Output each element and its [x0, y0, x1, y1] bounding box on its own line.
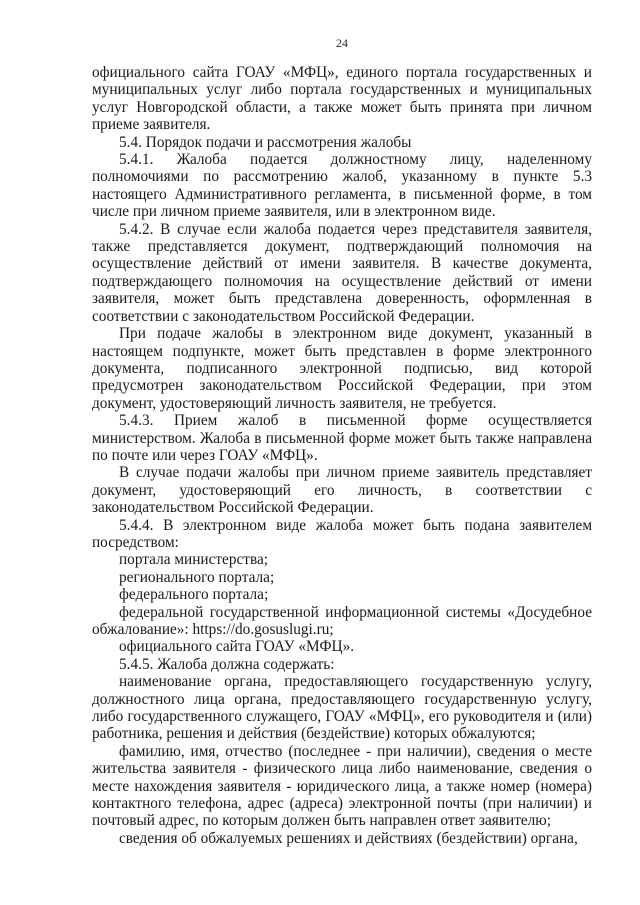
page-number: 24 — [336, 36, 348, 50]
paragraph-applicant-details: фамилию, имя, отчество (последнее - при наличии), сведения о месте жительства заявителя - физического лица либо наименование, сведения о месте нахождения заявителя - юридического лица, а также номер (номера) контактного телефона, адрес (адреса) электронной почты (при наличии) и почтовый адрес, по которым должен быть направлен ответ заявителю; — [92, 742, 592, 830]
paragraph-organ-name: наименование органа, предоставляющего государственную услугу, должностного лица органа, предоставляющего государственную услугу, либо государственного служащего, ГОАУ «МФЦ», его руководителя и (или) работника, решения и действия (бездействие) которых обжалуются; — [92, 673, 592, 743]
paragraph-5-4-4: 5.4.4. В электронном виде жалоба может быть подана заявителем посредством: — [92, 516, 592, 551]
paragraph-decisions-info: сведения об обжалуемых решениях и действиях (бездействии) органа, — [119, 829, 578, 847]
paragraph-electronic-submission: При подаче жалобы в электронном виде документ, указанный в настоящем подпункте, может быть представлен в форме электронного документа, подписанного электронной подписью, вид которой предусмотрен законодательством Российской Федерации, при этом документ, удостоверяющий личность заявителя, не требуется. — [92, 325, 592, 412]
paragraph-5-4-5: 5.4.5. Жалоба должна содержать: — [119, 655, 335, 673]
list-item-mfc-site: официального сайта ГОАУ «МФЦ». — [119, 638, 355, 656]
paragraph-5-4-2: 5.4.2. В случае если жалоба подается через представителя заявителя, также представляется документ, подтверждающий полномочия на осуществление действий от имени заявителя. В качестве документа, подтверждающего полномочия на осуществление действий от имени заявителя, может быть представлена доверенность, оформленная в соответствии с законодательством Российской Федерации. — [92, 220, 592, 325]
paragraph-personal-reception: В случае подачи жалобы при личном приеме заявитель представляет документ, удостоверяющий его личность, в соответствии с законодательством Российской Федерации. — [92, 464, 592, 517]
list-item-federal-portal: федерального портала; — [119, 586, 269, 604]
list-item-ministry-portal: портала министерства; — [119, 551, 269, 569]
list-item-regional-portal: регионального портала; — [119, 568, 275, 586]
list-item-federal-system: федеральной государственной информационной системы «Досудебное обжалование»: https://do.gosuslugi.ru; — [92, 603, 592, 638]
paragraph-5-4-1: 5.4.1. Жалоба подается должностному лицу, наделенному полномочиями по рассмотрению жалоб, указанному в пункте 5.3 настоящего Административного регламента, в письменной форме, в том числе при личном приеме заявителя, или в электронном виде. — [92, 151, 592, 221]
section-heading-5-4: 5.4. Порядок подачи и рассмотрения жалобы — [119, 133, 412, 151]
document-page — [92, 36, 592, 847]
paragraph-5-4-3: 5.4.3. Прием жалоб в письменной форме осуществляется министерством. Жалоба в письменной форме может быть также направлена по почте или через ГОАУ «МФЦ». — [92, 412, 592, 464]
paragraph-continuation: официального сайта ГОАУ «МФЦ», единого портала государственных и муниципальных услуг либо портала государственных и муниципальных услуг Новгородской области, а также может быть принята при личном приеме заявителя. — [92, 64, 592, 134]
